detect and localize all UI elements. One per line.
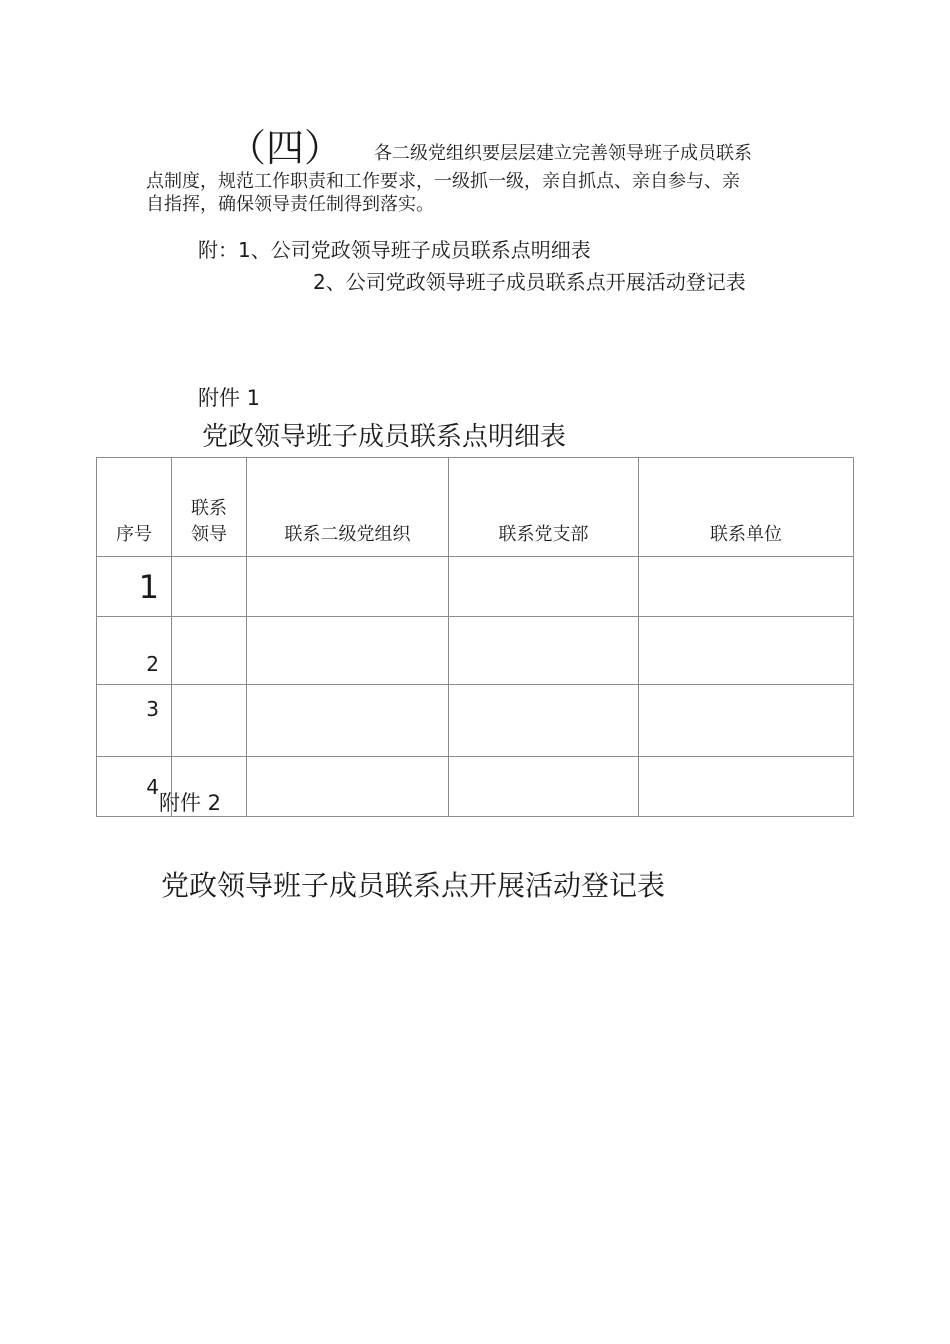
row-branch-cell bbox=[449, 617, 639, 685]
row-unit-cell bbox=[639, 685, 854, 757]
table-header-row bbox=[97, 458, 854, 557]
row-leader-cell bbox=[172, 617, 247, 685]
paragraph-line-1: 各二级党组织要层层建立完善领导班子成员联系 bbox=[374, 143, 752, 164]
row-org-cell bbox=[247, 617, 449, 685]
annex-2-title: 党政领导班子成员联系点开展活动登记表 bbox=[161, 869, 666, 902]
row-branch-cell bbox=[449, 685, 639, 757]
row-seq: 1 bbox=[97, 557, 172, 617]
header-leader-line-2: 领导 bbox=[191, 524, 227, 545]
row-unit-cell bbox=[639, 757, 854, 817]
row-leader-cell bbox=[172, 685, 247, 757]
attachment-list-item-1: 附：1、公司党政领导班子成员联系点明细表 bbox=[198, 238, 591, 262]
row-seq: 3 bbox=[97, 685, 172, 757]
table-row bbox=[97, 617, 854, 685]
header-seq: 序号 bbox=[97, 458, 172, 557]
row-seq: 2 bbox=[97, 617, 172, 685]
annex-1-title: 党政领导班子成员联系点明细表 bbox=[202, 422, 567, 452]
row-org-cell bbox=[247, 685, 449, 757]
row-unit-cell bbox=[639, 617, 854, 685]
table-row bbox=[97, 557, 854, 617]
paragraph-line-3: 自指挥，确保领导责任制得到落实。 bbox=[146, 194, 434, 215]
header-org: 联系二级党组织 bbox=[247, 458, 449, 557]
annex-1-label: 附件 1 bbox=[198, 386, 261, 410]
row-branch-cell bbox=[449, 557, 639, 617]
row-branch-cell bbox=[449, 757, 639, 817]
row-unit-cell bbox=[639, 557, 854, 617]
header-branch: 联系党支部 bbox=[449, 458, 639, 557]
row-org-cell bbox=[247, 557, 449, 617]
row-org-cell bbox=[247, 757, 449, 817]
annex-2-label: 附件 2 bbox=[159, 791, 222, 815]
header-leader-line-1: 联系 bbox=[191, 498, 227, 519]
section-number: （四） bbox=[228, 126, 343, 170]
paragraph-line-2: 点制度，规范工作职责和工作要求，一级抓一级，亲自抓点、亲自参与、亲 bbox=[146, 171, 740, 192]
table-row bbox=[97, 685, 854, 757]
row-leader-cell bbox=[172, 557, 247, 617]
row-seq: 4 bbox=[97, 757, 172, 817]
header-unit: 联系单位 bbox=[639, 458, 854, 557]
header-leader bbox=[172, 458, 247, 557]
contact-point-detail-table bbox=[96, 457, 854, 817]
attachment-list-item-2: 2、公司党政领导班子成员联系点开展活动登记表 bbox=[313, 270, 746, 294]
